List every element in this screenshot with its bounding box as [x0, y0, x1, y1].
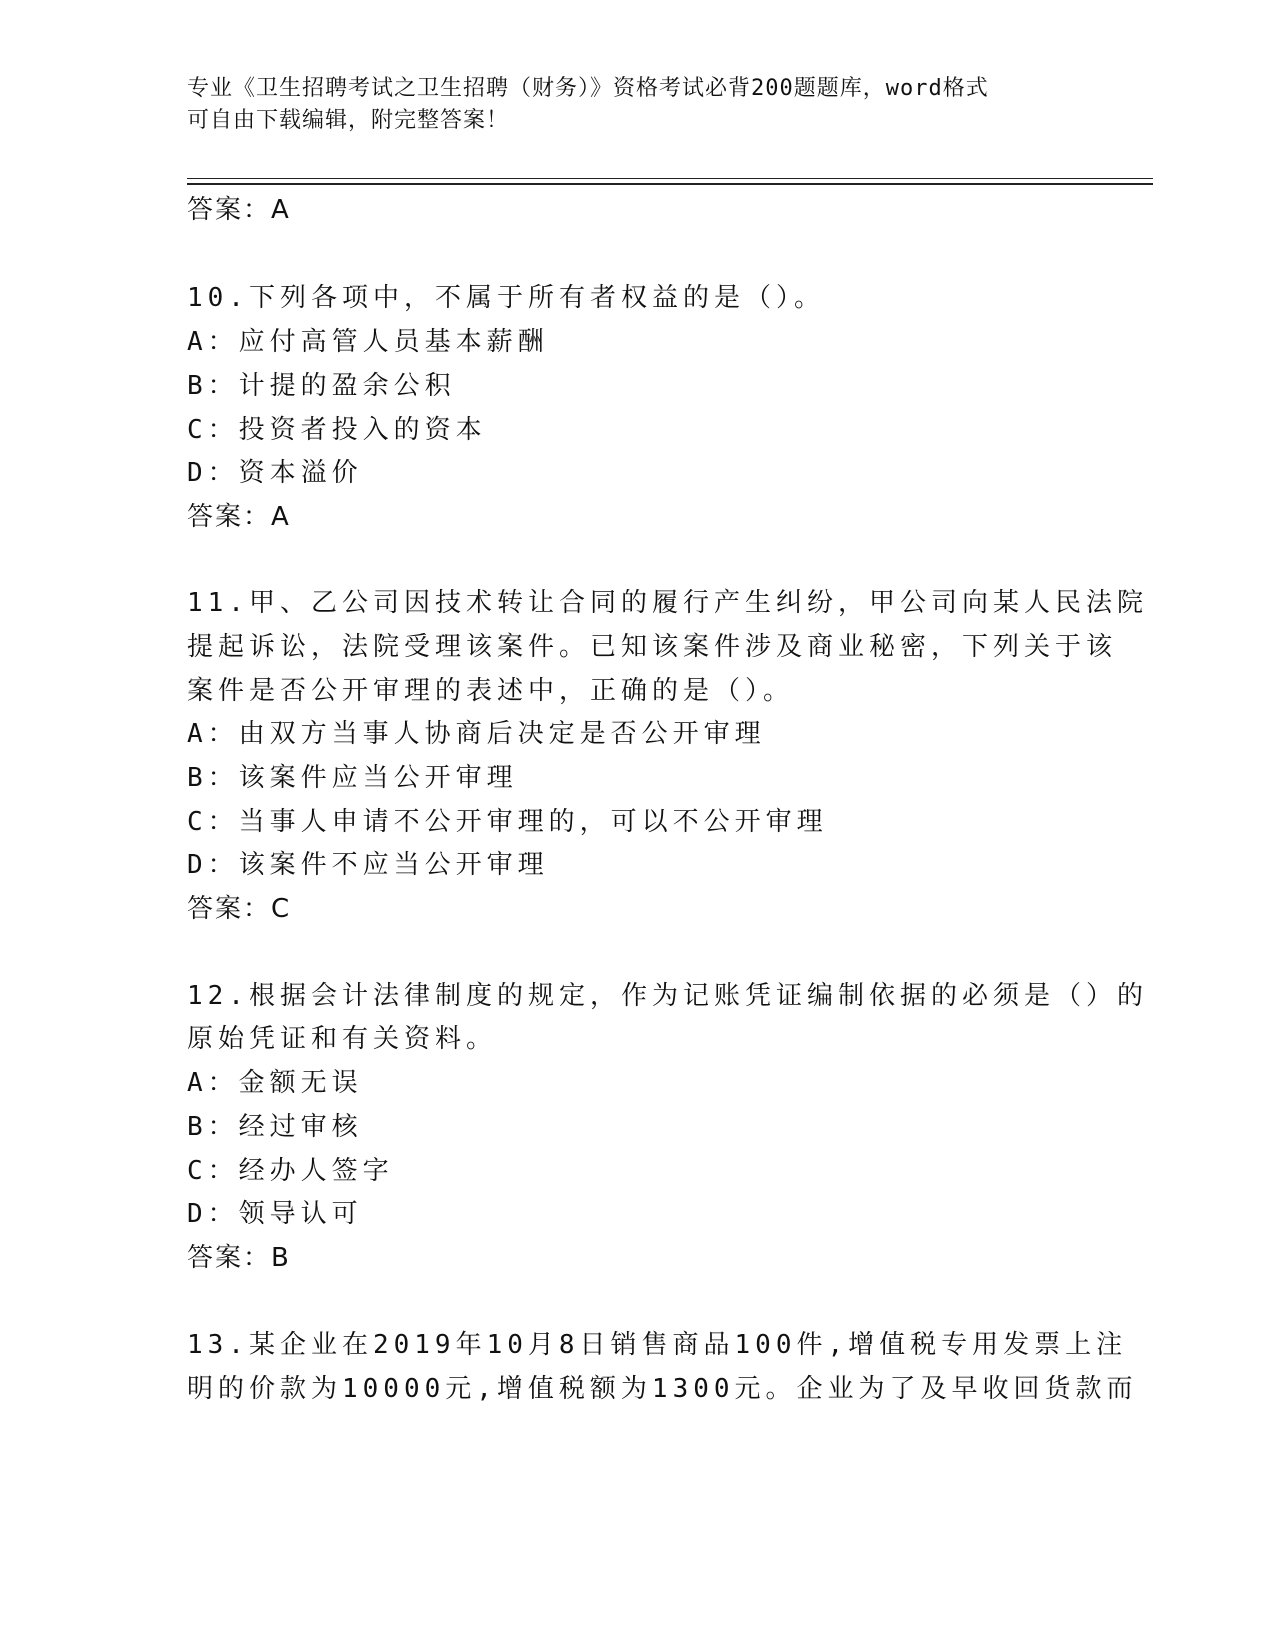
question-12-option-c: C：经办人签字: [187, 1156, 394, 1186]
question-12-option-b: B：经过审核: [187, 1112, 363, 1142]
question-11-option-a: A：由双方当事人协商后决定是否公开审理: [187, 719, 766, 749]
question-12-stem-1: 12.根据会计法律制度的规定，作为记账凭证编制依据的必须是（）的: [187, 981, 1148, 1011]
question-11-option-d: D：该案件不应当公开审理: [187, 850, 549, 880]
question-11-option-c: C：当事人申请不公开审理的，可以不公开审理: [187, 807, 828, 837]
answer-prev: 答案：A: [187, 195, 291, 225]
question-11-answer: 答案：C: [187, 894, 292, 924]
question-10-answer: 答案：A: [187, 502, 291, 532]
question-11-option-b: B：该案件应当公开审理: [187, 763, 518, 793]
question-12-stem-2: 原始凭证和有关资料。: [187, 1024, 498, 1054]
question-10-option-d: D：资本溢价: [187, 458, 363, 488]
question-13-stem-1: 13.某企业在2019年10月8日销售商品100件,增值税专用发票上注: [187, 1330, 1128, 1360]
question-10-option-b: B：计提的盈余公积: [187, 371, 456, 401]
document-header: [187, 73, 1087, 137]
header-line-2: 可自由下载编辑，附完整答案！: [187, 108, 510, 133]
question-12-option-a: A：金额无误: [187, 1068, 363, 1098]
question-11-stem-1: 11.甲、乙公司因技术转让合同的履行产生纠纷，甲公司向某人民法院: [187, 588, 1148, 618]
header-divider-thin: [187, 178, 1153, 179]
header-divider-thick: [187, 183, 1153, 185]
question-10-option-c: C：投资者投入的资本: [187, 415, 487, 445]
question-10-option-a: A：应付高管人员基本薪酬: [187, 327, 549, 357]
question-11-stem-3: 案件是否公开审理的表述中，正确的是（）。: [187, 676, 795, 706]
header-line-1: 专业《卫生招聘考试之卫生招聘（财务）》资格考试必背200题题库，word格式: [187, 76, 989, 101]
question-12-option-d: D：领导认可: [187, 1199, 363, 1229]
question-11-stem-2: 提起诉讼，法院受理该案件。已知该案件涉及商业秘密，下列关于该: [187, 632, 1118, 662]
question-13-stem-2: 明的价款为10000元,增值税额为1300元。企业为了及早收回货款而: [187, 1374, 1138, 1404]
question-12-answer: 答案：B: [187, 1243, 291, 1273]
question-10-stem-1: 10.下列各项中，不属于所有者权益的是（）。: [187, 283, 825, 313]
